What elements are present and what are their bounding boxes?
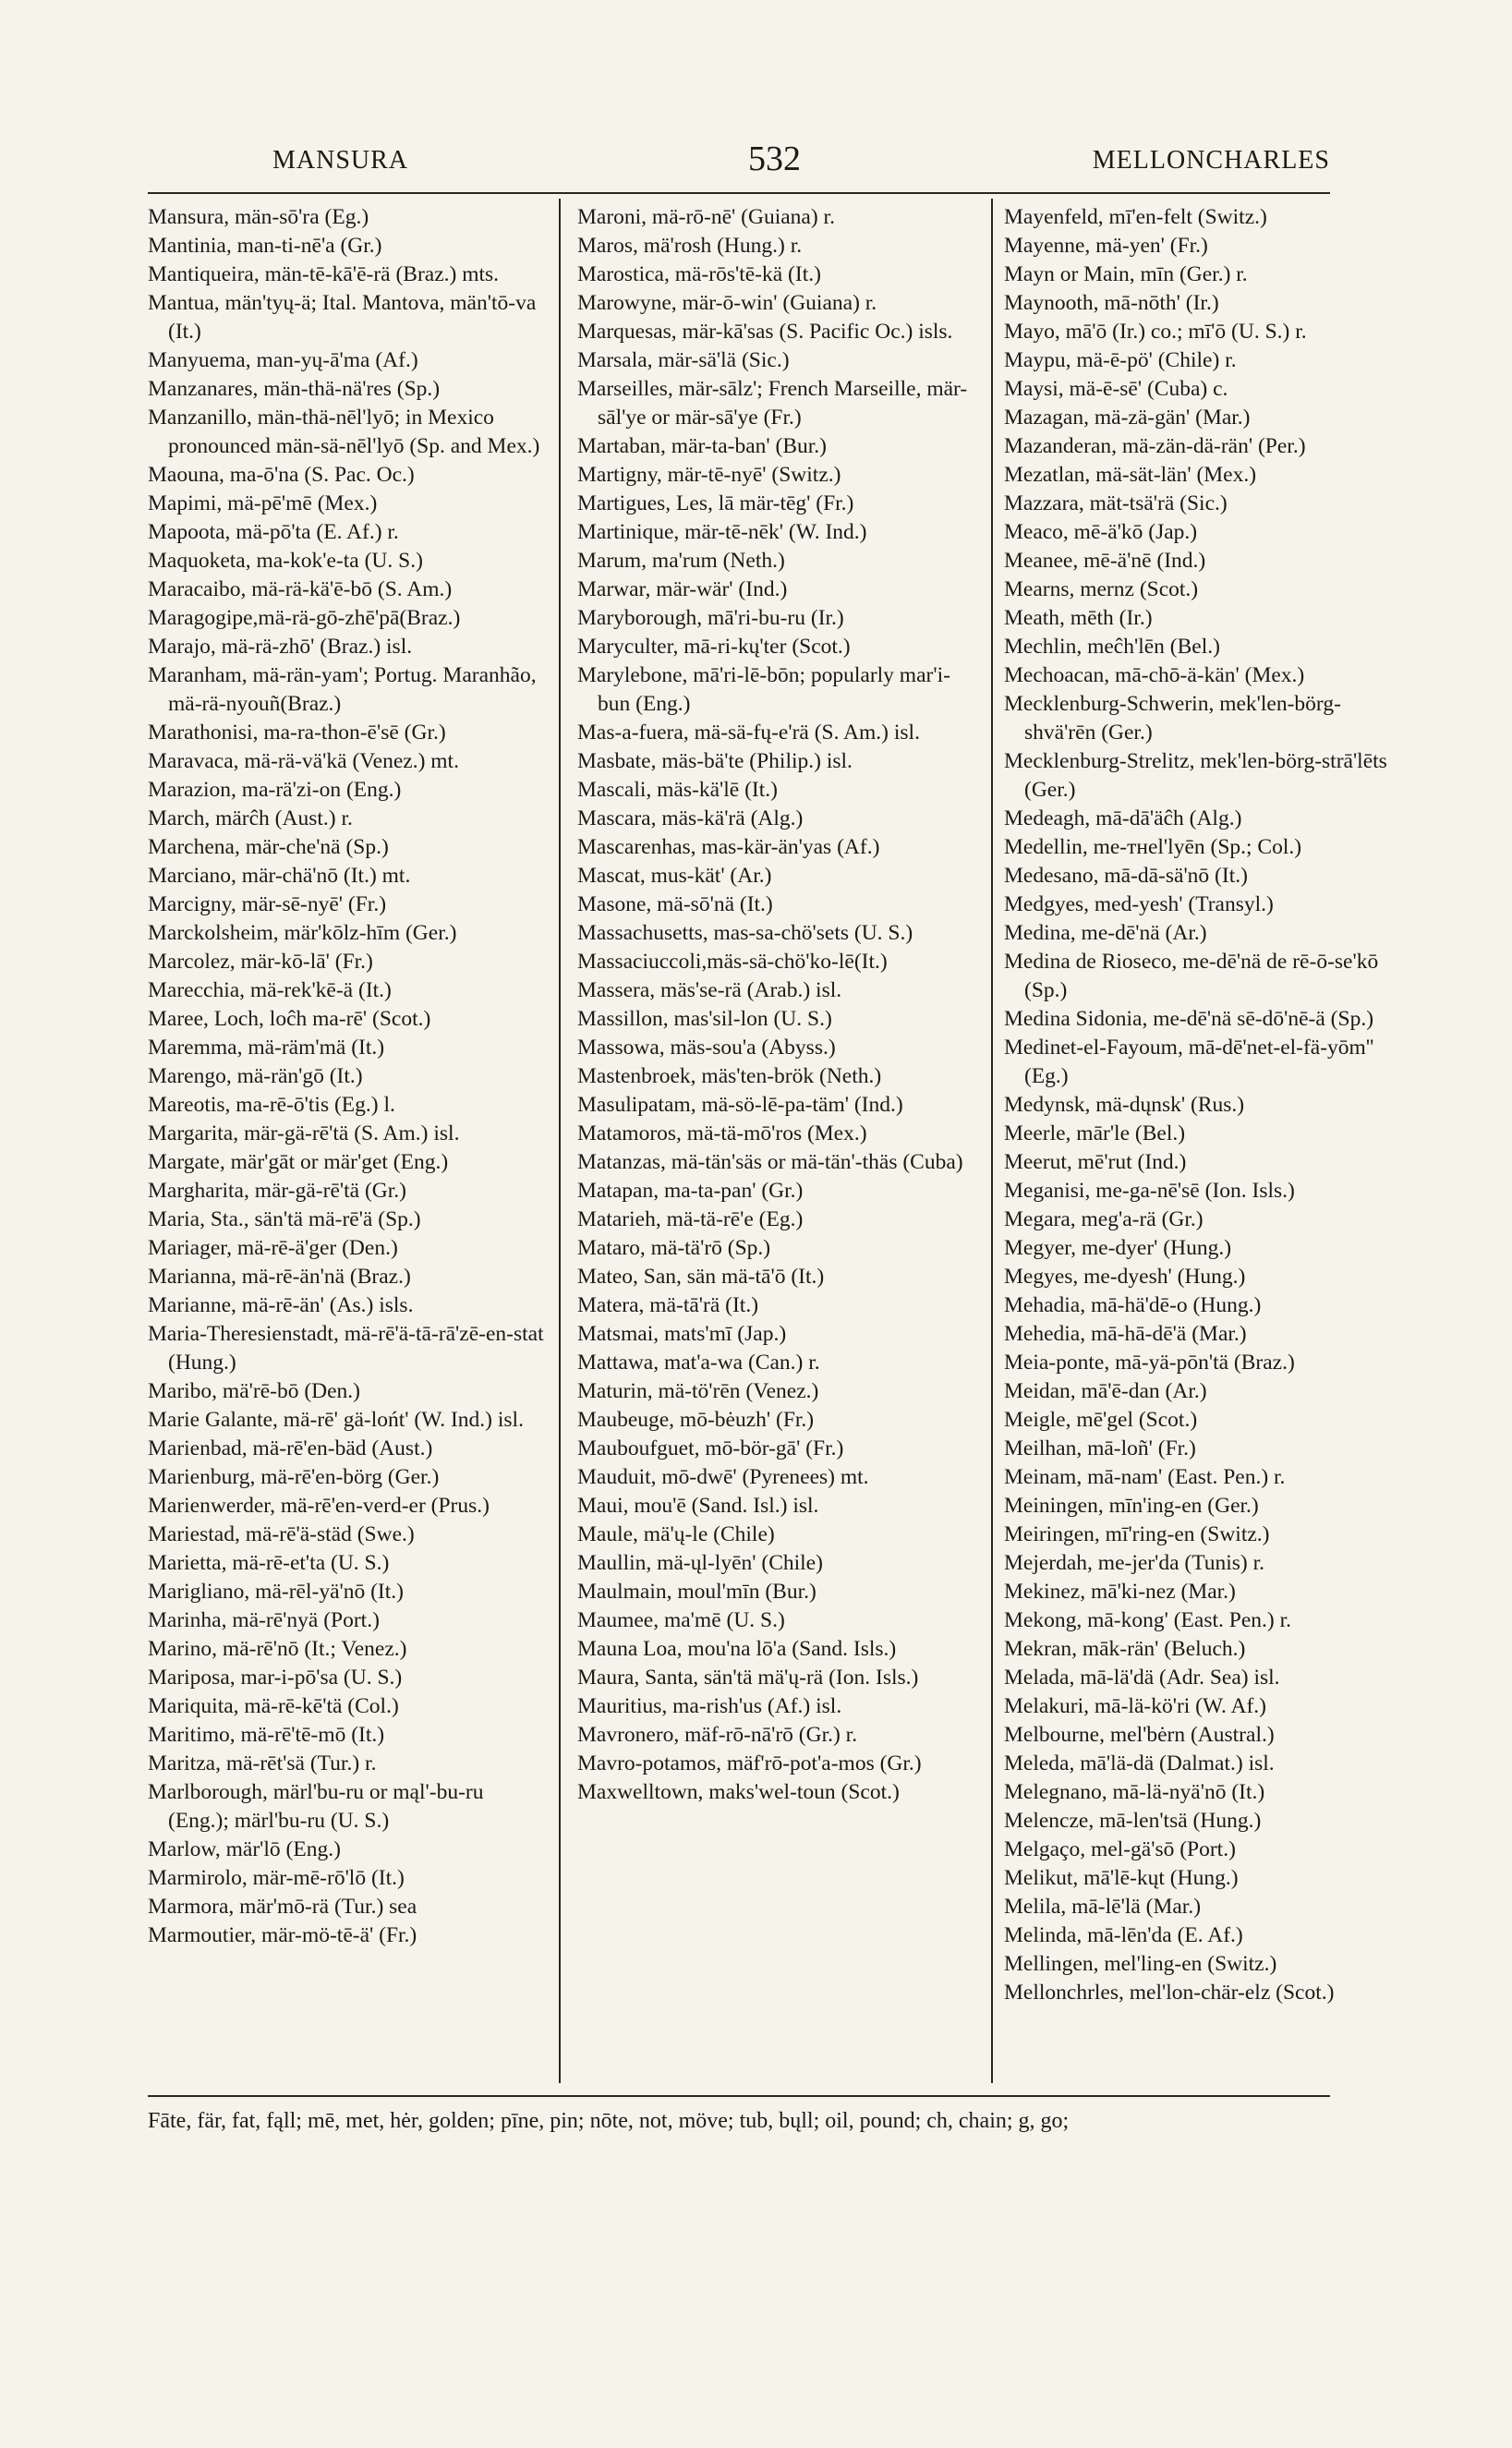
gazetteer-entry: Maryculter, mā-ri-kų'ter (Scot.)	[577, 635, 851, 659]
gazetteer-entry: Medgyes, med-yesh' (Transyl.)	[1004, 892, 1274, 916]
gazetteer-entry: Maxwelltown, maks'wel-toun (Scot.)	[577, 1780, 900, 1804]
gazetteer-entry: Matanzas, mä-tän'säs or mä-tän'-thäs (Cuba)	[577, 1150, 963, 1174]
gazetteer-entry: Marigliano, mä-rēl-yä'nō (It.)	[148, 1580, 404, 1604]
gazetteer-entry: Marianna, mä-rē-än'nä (Braz.)	[148, 1265, 411, 1289]
gazetteer-entry: Mariquita, mä-rē-kē'tä (Col.)	[148, 1694, 399, 1718]
gazetteer-entry: Mavro-potamos, mäf'rō-pot'a-mos (Gr.)	[577, 1751, 922, 1775]
gazetteer-entry: Marienburg, mä-rē'en-börg (Ger.)	[148, 1465, 440, 1489]
gazetteer-entry: Mariposa, mar-i-pō'sa (U. S.)	[148, 1666, 403, 1690]
gazetteer-entry: Mehedia, mā-hā-dē'ä (Mar.)	[1004, 1322, 1247, 1346]
gazetteer-entry: Mapoota, mä-pō'ta (E. Af.) r.	[148, 520, 399, 544]
gazetteer-entry: Melakuri, mā-lä-kö'ri (W. Af.)	[1004, 1694, 1266, 1718]
gazetteer-entry: Meganisi, me-ga-nē'sē (Ion. Isls.)	[1004, 1179, 1295, 1203]
gazetteer-entry: Maremma, mä-räm'mä (It.)	[148, 1036, 385, 1060]
gazetteer-entry: Margarita, mär-gä-rē'tä (S. Am.) isl.	[148, 1121, 460, 1145]
gazetteer-entry: Mekong, mā-kong' (East. Pen.) r.	[1004, 1608, 1291, 1632]
gazetteer-entry: Mekinez, mā'ki-nez (Mar.)	[1004, 1580, 1236, 1604]
gazetteer-entry: Maria-Theresienstadt, mä-rē'ä-tā-rā'zē-en-stat (Hung.)	[148, 1322, 544, 1375]
gazetteer-entry: Maroni, mä-rō-nē' (Guiana) r.	[577, 205, 835, 229]
gazetteer-entry: Mayenfeld, mī'en-felt (Switz.)	[1004, 205, 1267, 229]
gazetteer-entry: Mastenbroek, mäs'ten-brök (Neth.)	[577, 1064, 882, 1088]
gazetteer-entry: Mariestad, mä-rē'ä-städ (Swe.)	[148, 1522, 415, 1546]
gazetteer-entry: Massillon, mas'sil-lon (U. S.)	[577, 1007, 832, 1031]
gazetteer-entry: Maragogipe,mä-rä-gō-zhē'pā(Braz.)	[148, 606, 461, 630]
gazetteer-entry: Medina de Rioseco, me-dē'nä de rē-ō-se'kō (Sp.)	[1004, 950, 1379, 1002]
gazetteer-entry: Melinda, mā-lēn'da (E. Af.)	[1004, 1923, 1243, 1947]
gazetteer-entry: Mayo, mā'ō (Ir.) co.; mī'ō (U. S.) r.	[1004, 320, 1307, 344]
gazetteer-entry: Mateo, San, sän mä-tā'ō (It.)	[577, 1265, 825, 1289]
gazetteer-entry: Marinha, mä-rē'nyä (Port.)	[148, 1608, 380, 1632]
gazetteer-entry: Medina Sidonia, me-dē'nä sē-dō'nē-ä (Sp.)	[1004, 1007, 1374, 1031]
gazetteer-entry: Maria, Sta., sän'tä mä-rē'ä (Sp.)	[148, 1207, 421, 1231]
gazetteer-entry: Mazzara, mät-tsä'rä (Sic.)	[1004, 491, 1228, 515]
gazetteer-entry: Medina, me-dē'nä (Ar.)	[1004, 921, 1207, 945]
gazetteer-entry: Marchena, mär-che'nä (Sp.)	[148, 835, 389, 859]
gazetteer-entry: Marowyne, mär-ō-win' (Guiana) r.	[577, 291, 877, 315]
gazetteer-entry: Marcigny, mär-sē-nyē' (Fr.)	[148, 892, 387, 916]
gazetteer-entry: Meilhan, mā-loñ' (Fr.)	[1004, 1436, 1196, 1460]
gazetteer-entry: Meiringen, mī'ring-en (Switz.)	[1004, 1522, 1270, 1546]
gazetteer-entry: Maquoketa, ma-kok'e-ta (U. S.)	[148, 549, 423, 573]
gazetteer-entry: Masbate, mäs-bä'te (Philip.) isl.	[577, 749, 853, 773]
gazetteer-entry: Marylebone, mā'ri-lē-bōn; popularly mar'i-bun (Eng.)	[577, 663, 950, 716]
gazetteer-entry: Masone, mä-sō'nä (It.)	[577, 892, 773, 916]
gazetteer-entry: Meleda, mā'lä-dä (Dalmat.) isl.	[1004, 1751, 1275, 1775]
running-header	[148, 139, 1330, 185]
gazetteer-entry: Maypu, mä-ē-pö' (Chile) r.	[1004, 348, 1237, 372]
gazetteer-entry: Marcolez, mär-kō-lā' (Fr.)	[148, 950, 373, 974]
gazetteer-entry: Massera, mäs'se-rä (Arab.) isl.	[577, 978, 842, 1002]
gazetteer-entry: Mechoacan, mā-chō-ä-kän' (Mex.)	[1004, 663, 1305, 687]
gazetteer-entry: Melada, mā-lä'dä (Adr. Sea) isl.	[1004, 1666, 1280, 1690]
gazetteer-entry: Manzanares, män-thä-nä'res (Sp.)	[148, 377, 441, 401]
gazetteer-entry: Mattawa, mat'a-wa (Can.) r.	[577, 1351, 820, 1375]
page-number: 532	[748, 139, 801, 178]
gazetteer-entry: Maryborough, mā'ri-bu-ru (Ir.)	[577, 606, 844, 630]
gazetteer-entry: Melencze, mā-len'tsä (Hung.)	[1004, 1809, 1262, 1833]
column-divider	[559, 199, 561, 2083]
gazetteer-entry: Martigues, Les, lā mär-tēg' (Fr.)	[577, 491, 854, 515]
gazetteer-entry: Massaciuccoli,mäs-sä-chö'ko-lē(It.)	[577, 950, 888, 974]
gazetteer-entry: Meerut, mē'rut (Ind.)	[1004, 1150, 1187, 1174]
gazetteer-entry: Marianne, mä-rē-än' (As.) isls.	[148, 1293, 414, 1317]
gazetteer-entry: Mauboufguet, mō-bör-gā' (Fr.)	[577, 1436, 844, 1460]
gazetteer-entry: Mauritius, ma-rish'us (Af.) isl.	[577, 1694, 842, 1718]
gazetteer-entry: Maura, Santa, sän'tä mä'ų-rä (Ion. Isls.)	[577, 1666, 919, 1690]
gazetteer-entry: Mansura, män-sō'ra (Eg.)	[148, 205, 369, 229]
gazetteer-entry: Marmora, mär'mō-rä (Tur.) sea	[148, 1895, 417, 1919]
gazetteer-entry: Meinam, mā-nam' (East. Pen.) r.	[1004, 1465, 1286, 1489]
gazetteer-entry: Mauna Loa, mou'na lō'a (Sand. Isls.)	[577, 1637, 897, 1661]
gazetteer-entry: Martigny, mär-tē-nyē' (Switz.)	[577, 463, 841, 487]
gazetteer-entry: Massachusetts, mas-sa-chö'sets (U. S.)	[577, 921, 913, 945]
gazetteer-entry: Megyer, me-dyer' (Hung.)	[1004, 1236, 1232, 1260]
gazetteer-entry: Maouna, ma-ō'na (S. Pac. Oc.)	[148, 463, 415, 487]
gazetteer-entry: Margate, mär'gāt or mär'get (Eng.)	[148, 1150, 449, 1174]
gazetteer-entry: Medellin, me-ᴛʜel'lyēn (Sp.; Col.)	[1004, 835, 1302, 859]
gazetteer-entry: Marazion, ma-rä'zi-on (Eng.)	[148, 778, 402, 802]
gazetteer-entry: Mareotis, ma-rē-ō'tis (Eg.) l.	[148, 1093, 395, 1117]
header-last-entry: MELLONCHARLES	[1092, 146, 1330, 175]
gazetteer-entry: Mariager, mä-rē-ä'ger (Den.)	[148, 1236, 398, 1260]
gazetteer-entry: Maracaibo, mä-rä-kä'ē-bō (S. Am.)	[148, 577, 453, 601]
gazetteer-entry: Mellingen, mel'ling-en (Switz.)	[1004, 1952, 1277, 1976]
gazetteer-entry: Maros, mä'rosh (Hung.) r.	[577, 234, 803, 258]
gazetteer-entry: Masulipatam, mä-sö-lē-pa-täm' (Ind.)	[577, 1093, 903, 1117]
gazetteer-entry: Melgaço, mel-gä'sō (Port.)	[1004, 1837, 1236, 1861]
gazetteer-entry: Marum, ma'rum (Neth.)	[577, 549, 785, 573]
gazetteer-entry: Matamoros, mä-tä-mō'ros (Mex.)	[577, 1121, 867, 1145]
gazetteer-entry: Mearns, mernz (Scot.)	[1004, 577, 1199, 601]
gazetteer-entry: Marecchia, mä-rek'kē-ä (It.)	[148, 978, 392, 1002]
gazetteer-entry: Maule, mä'ų-le (Chile)	[577, 1522, 775, 1546]
gazetteer-entry: Megara, meg'a-rä (Gr.)	[1004, 1207, 1204, 1231]
gazetteer-entry: Maravaca, mä-rä-vä'kä (Venez.) mt.	[148, 749, 459, 773]
gazetteer-entry: Mataro, mä-tä'rō (Sp.)	[577, 1236, 771, 1260]
gazetteer-entry: Medinet-el-Fayoum, mā-dē'net-el-fä-yōm'' (Eg.)	[1004, 1036, 1374, 1088]
gazetteer-entry: Maturin, mä-tö'rēn (Venez.)	[577, 1379, 819, 1403]
gazetteer-entry: Meaco, mē-ä'kō (Jap.)	[1004, 520, 1198, 544]
gazetteer-entry: Melikut, mā'lē-kųt (Hung.)	[1004, 1866, 1239, 1890]
gazetteer-entry: Marengo, mä-rän'gō (It.)	[148, 1064, 363, 1088]
gazetteer-entry: Mayenne, mä-yen' (Fr.)	[1004, 234, 1208, 258]
gazetteer-entry: Marseilles, mär-sālz'; French Marseille, mär-sāl'ye or mär-sā'ye (Fr.)	[577, 377, 968, 430]
gazetteer-entry: Marietta, mä-rē-et'ta (U. S.)	[148, 1551, 390, 1575]
gazetteer-entry: Mezatlan, mä-sät-län' (Mex.)	[1004, 463, 1257, 487]
gazetteer-entry: Mauduit, mō-dwē' (Pyrenees) mt.	[577, 1465, 869, 1489]
gazetteer-entry: Manzanillo, män-thä-nēl'lyō; in Mexico pronounced män-sä-nēl'lyō (Sp. and Mex.)	[148, 406, 540, 458]
column-2	[577, 203, 974, 1807]
gazetteer-entry: Meiningen, mīn'ing-en (Ger.)	[1004, 1494, 1259, 1518]
gazetteer-entry: Massowa, mäs-sou'a (Abyss.)	[577, 1036, 836, 1060]
gazetteer-entry: Mecklenburg-Strelitz, mek'len-börg-strā'lēts (Ger.)	[1004, 749, 1387, 802]
gazetteer-entry: Marino, mä-rē'nō (It.; Venez.)	[148, 1637, 407, 1661]
gazetteer-entry: Mascarenhas, mas-kär-än'yas (Af.)	[577, 835, 880, 859]
gazetteer-entry: Melbourne, mel'bėrn (Austral.)	[1004, 1723, 1275, 1747]
gazetteer-entry: Mascara, mäs-kä'rä (Alg.)	[577, 806, 804, 830]
gazetteer-entry: Maritimo, mä-rē'tē-mō (It.)	[148, 1723, 385, 1747]
gazetteer-entry: Marajo, mä-rä-zhō' (Braz.) isl.	[148, 635, 413, 659]
column-3	[1004, 203, 1401, 2007]
column-divider	[991, 199, 993, 2083]
header-first-entry: MANSURA	[272, 146, 409, 175]
gazetteer-entry: Mehadia, mā-hä'dē-o (Hung.)	[1004, 1293, 1262, 1317]
gazetteer-entry: March, märĉh (Aust.) r.	[148, 806, 353, 830]
gazetteer-entry: Melegnano, mā-lä-nyä'nō (It.)	[1004, 1780, 1265, 1804]
gazetteer-entry: Meath, mēth (Ir.)	[1004, 606, 1153, 630]
gazetteer-entry: Melila, mā-lē'lä (Mar.)	[1004, 1895, 1202, 1919]
gazetteer-entry: Mejerdah, me-jer'da (Tunis) r.	[1004, 1551, 1265, 1575]
gazetteer-entry: Manyuema, man-yų-ā'ma (Af.)	[148, 348, 418, 372]
gazetteer-entry: Maree, Loch, loĉh ma-rē' (Scot.)	[148, 1007, 431, 1031]
gazetteer-entry: Meidan, mā'ē-dan (Ar.)	[1004, 1379, 1207, 1403]
gazetteer-entry: Marie Galante, mä-rē' gä-lońt' (W. Ind.) isl.	[148, 1408, 524, 1432]
gazetteer-entry: Mantua, män'tyų-ä; Ital. Mantova, män'tō-va (It.)	[148, 291, 537, 344]
gazetteer-entry: Mazagan, mä-zä-gän' (Mar.)	[1004, 406, 1251, 430]
column-1	[148, 203, 545, 1950]
gazetteer-entry: Maui, mou'ē (Sand. Isl.) isl.	[577, 1494, 819, 1518]
header-rule	[148, 192, 1330, 194]
pronunciation-key: Fāte, fär, fat, fąll; mē, met, hėr, golden; pīne, pin; nōte, not, möve; tub, bųll; oil, pound; ch, chain; g, go;	[148, 2109, 1070, 2133]
gazetteer-entry: Martaban, mär-ta-ban' (Bur.)	[577, 434, 827, 458]
gazetteer-entry: Matera, mä-tā'rä (It.)	[577, 1293, 759, 1317]
gazetteer-entry: Maumee, ma'mē (U. S.)	[577, 1608, 785, 1632]
gazetteer-entry: Medeagh, mā-dā'äĉh (Alg.)	[1004, 806, 1242, 830]
gazetteer-entry: Mechlin, meĉh'lēn (Bel.)	[1004, 635, 1220, 659]
gazetteer-entry: Margharita, mär-gä-rē'tä (Gr.)	[148, 1179, 406, 1203]
gazetteer-entry: Mellonchrles, mel'lon-chär-elz (Scot.)	[1004, 1981, 1335, 2005]
gazetteer-entry: Maynooth, mā-nōth' (Ir.)	[1004, 291, 1219, 315]
footer-rule	[148, 2095, 1330, 2097]
gazetteer-entry: Marckolsheim, mär'kōlz-hīm (Ger.)	[148, 921, 457, 945]
gazetteer-entry: Mavronero, mäf-rō-nā'rō (Gr.) r.	[577, 1723, 858, 1747]
gazetteer-entry: Meia-ponte, mā-yä-pōn'tä (Braz.)	[1004, 1351, 1295, 1375]
gazetteer-entry: Marmirolo, mär-mē-rō'lō (It.)	[148, 1866, 405, 1890]
gazetteer-entry: Mapimi, mä-pē'mē (Mex.)	[148, 491, 378, 515]
gazetteer-entry: Marmoutier, mär-mö-tē-ä' (Fr.)	[148, 1923, 417, 1947]
gazetteer-entry: Medynsk, mä-dųnsk' (Rus.)	[1004, 1093, 1245, 1117]
gazetteer-entry: Matsmai, mats'mī (Jap.)	[577, 1322, 787, 1346]
gazetteer-entry: Matarieh, mä-tä-rē'e (Eg.)	[577, 1207, 804, 1231]
gazetteer-entry: Marathonisi, ma-ra-thon-ē'sē (Gr.)	[148, 721, 446, 745]
gazetteer-entry: Martinique, mär-tē-nēk' (W. Ind.)	[577, 520, 867, 544]
gazetteer-entry: Marienbad, mä-rē'en-bäd (Aust.)	[148, 1436, 433, 1460]
gazetteer-entry: Marienwerder, mä-rē'en-verd-er (Prus.)	[148, 1494, 490, 1518]
gazetteer-entry: Megyes, me-dyesh' (Hung.)	[1004, 1265, 1246, 1289]
gazetteer-entry: Mascali, mäs-kä'lē (It.)	[577, 778, 778, 802]
gazetteer-entry: Maulmain, moul'mīn (Bur.)	[577, 1580, 816, 1604]
gazetteer-entry: Maribo, mä'rē-bō (Den.)	[148, 1379, 361, 1403]
gazetteer-entry: Mazanderan, mä-zän-dä-rän' (Per.)	[1004, 434, 1306, 458]
gazetteer-entry: Medesano, mā-dā-sä'nō (It.)	[1004, 864, 1248, 888]
gazetteer-entry: Mekran, māk-rän' (Beluch.)	[1004, 1637, 1246, 1661]
gazetteer-entry: Mascat, mus-kät' (Ar.)	[577, 864, 772, 888]
gazetteer-entry: Mayn or Main, mīn (Ger.) r.	[1004, 262, 1248, 286]
gazetteer-entry: Mecklenburg-Schwerin, mek'len-börg-shvä'rēn (Ger.)	[1004, 692, 1341, 745]
gazetteer-entry: Maritza, mä-rēt'sä (Tur.) r.	[148, 1751, 377, 1775]
gazetteer-entry: Marlborough, märl'bu-ru or mąl'-bu-ru (Eng.); märl'bu-ru (U. S.)	[148, 1780, 484, 1833]
gazetteer-entry: Marostica, mä-rōs'tē-kä (It.)	[577, 262, 821, 286]
gazetteer-entry: Marlow, mär'lō (Eng.)	[148, 1837, 341, 1861]
gazetteer-entry: Meanee, mē-ä'nē (Ind.)	[1004, 549, 1206, 573]
gazetteer-entry: Maranham, mä-rän-yam'; Portug. Maranhão, mä-rä-nyouñ(Braz.)	[148, 663, 537, 716]
gazetteer-entry: Mas-a-fuera, mä-sä-fų-e'rä (S. Am.) isl.	[577, 721, 920, 745]
gazetteer-entry: Matapan, ma-ta-pan' (Gr.)	[577, 1179, 804, 1203]
gazetteer-entry: Marwar, mär-wär' (Ind.)	[577, 577, 788, 601]
gazetteer-entry: Marciano, mär-chä'nō (It.) mt.	[148, 864, 411, 888]
gazetteer-entry: Meerle, mār'le (Bel.)	[1004, 1121, 1186, 1145]
gazetteer-entry: Meigle, mē'gel (Scot.)	[1004, 1408, 1198, 1432]
gazetteer-entry: Maullin, mä-ųl-lyēn' (Chile)	[577, 1551, 823, 1575]
gazetteer-entry: Marsala, mär-sä'lä (Sic.)	[577, 348, 790, 372]
gazetteer-entry: Marquesas, mär-kā'sas (S. Pacific Oc.) isls.	[577, 320, 953, 344]
gazetteer-entry: Mantinia, man-ti-nē'a (Gr.)	[148, 234, 382, 258]
gazetteer-entry: Mantiqueira, män-tē-kā'ē-rä (Braz.) mts.	[148, 262, 500, 286]
gazetteer-entry: Maysi, mä-ē-sē' (Cuba) c.	[1004, 377, 1228, 401]
gazetteer-entry: Maubeuge, mō-bėuzh' (Fr.)	[577, 1408, 815, 1432]
